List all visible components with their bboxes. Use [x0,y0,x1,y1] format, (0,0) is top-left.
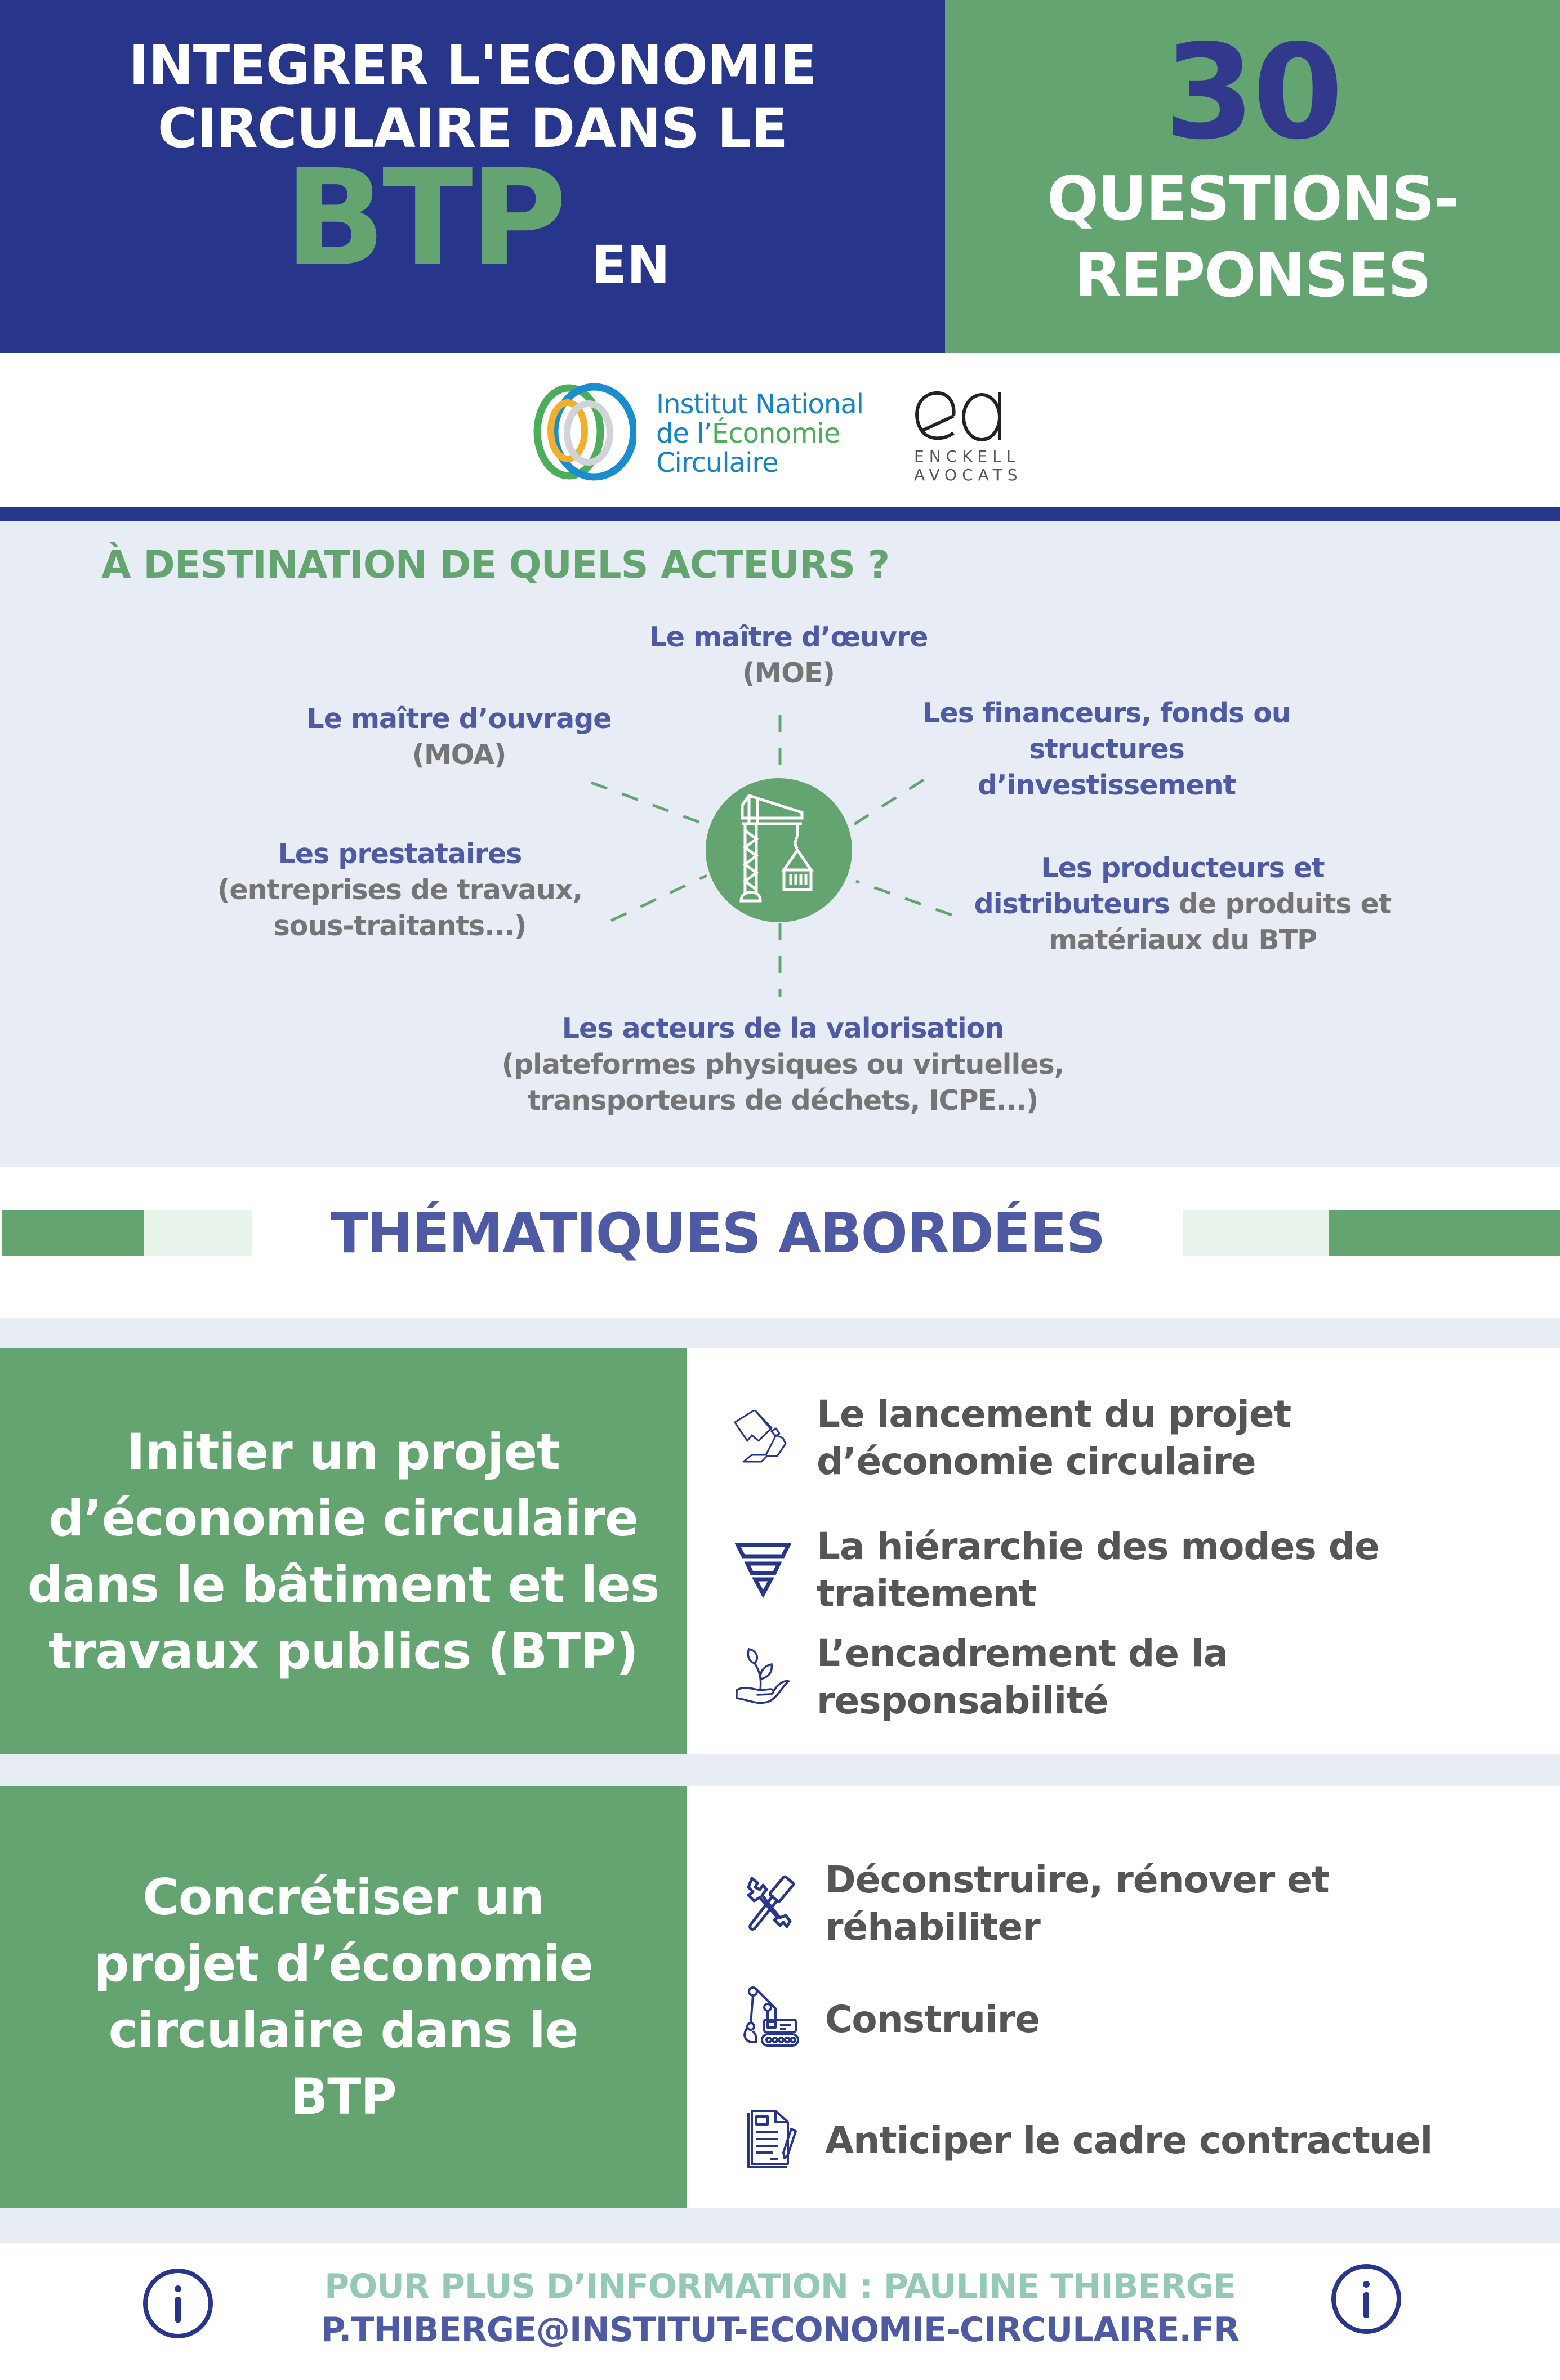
section-separator [0,1754,1560,1786]
theme-initier [0,1348,1560,1754]
actor-valorisation-detail: (plateformes physiques ou virtuelles, transporteurs de déchets, ICPE...) [501,1048,1064,1117]
themes-title: THÉMATIQUES ABORDÉES [330,1202,1105,1266]
topic-label: La hiérarchie des modes de traitement [817,1525,1379,1615]
actor-moa-name: Le maître d’ouvrage [306,703,612,735]
actor-moa [282,701,636,773]
actors-title: À DESTINATION DE QUELS ACTEURS ? [101,543,890,587]
flag-hand-icon [726,1396,800,1480]
actors-section [0,521,1560,1167]
actor-moe [619,619,957,691]
theme-title-box [0,1786,687,2208]
connector-line-bottom-right [856,881,952,915]
logo-band [0,353,1560,507]
inec-name-line-2 [656,419,840,448]
inec-name-line-1: Institut National [656,389,864,420]
theme-title: Concrétiser un projet d’économie circulaire dans le BTP [93,1868,593,2126]
actor-producteurs-detail: de produits et matériaux du BTP [1048,888,1392,956]
qr-line-1: QUESTIONS- [1047,164,1458,234]
actor-valorisation [467,1011,1098,1119]
actor-financeurs-name: Les financeurs, fonds ou structures d’investissement [922,697,1291,801]
actor-prestataires [203,836,597,944]
topic-label: Anticiper le cadre contractuel [825,2119,1433,2162]
footer-contact-name: POUR PLUS D’INFORMATION : PAULINE THIBERGE [324,2267,1236,2306]
topic-label: L’encadrement de la responsabilité [817,1632,1228,1722]
inec-line2-a: de l’ [656,418,712,449]
connector-line-bottom-left [611,876,707,921]
topic-label: Déconstruire, rénover et réhabiliter [825,1858,1329,1949]
topic-item [726,1630,1509,1725]
header-count-panel [945,0,1560,353]
wrench-hammer-icon [735,1861,808,1946]
topic-item [735,1977,1518,2062]
topic-item [735,2098,1518,2183]
actor-moe-name: Le maître d’œuvre [649,621,928,653]
divider-bar [0,507,1560,521]
inec-logo [529,381,935,483]
inec-name-line-3: Circulaire [656,447,778,479]
theme-title: Initier un projet d’économie circulaire dans le bâtiment et les travaux publics (BTP) [27,1422,659,1680]
questions-count: 30 [1164,16,1341,168]
banner-bar-right-light [1183,1210,1329,1256]
theme-title-box [0,1348,687,1754]
actor-moa-abbr: (MOA) [412,739,506,771]
funnel-hierarchy-icon [726,1528,800,1613]
connector-line-top-left [591,783,707,825]
actor-prestataires-name: Les prestataires [278,838,522,870]
title-line-2: CIRCULAIRE DANS LE [157,97,788,160]
topic-item [726,1391,1509,1485]
banner-bar-left-dark [2,1210,144,1256]
topic-item [726,1523,1509,1618]
header-title-panel [0,0,945,353]
section-separator [0,2208,1560,2243]
contract-document-icon [735,2098,808,2183]
enckell-word: ENCKELL [914,447,1020,466]
ea-monogram-icon [910,381,1011,443]
actor-financeurs [912,695,1301,803]
topic-label: Le lancement du projet d’économie circulaire [817,1392,1291,1483]
excavator-icon [735,1977,808,2062]
info-icon [1329,2262,1403,2336]
inec-line2-b: Économie [711,418,840,449]
actor-producteurs [969,850,1397,958]
theme-concretiser [0,1786,1560,2208]
actor-moe-abbr: (MOE) [742,657,835,689]
topic-item [735,1856,1518,1951]
hand-plant-icon [726,1635,800,1720]
actor-prestataires-detail: (entreprises de travaux, sous-traitants...) [217,874,583,942]
qr-line-2: REPONSES [1075,240,1430,311]
hub-circle [706,778,852,922]
footer-contact-email[interactable]: P.THIBERGE@INSTITUT-ECONOMIE-CIRCULAIRE.FR [320,2310,1240,2350]
banner-bar-right-dark [1329,1210,1560,1256]
avocats-word: AVOCATS [914,466,1023,484]
section-separator [0,1318,1560,1348]
themes-banner [0,1167,1560,1318]
interlocking-rings-logo-icon [529,381,636,483]
title-btp: BTP [284,141,564,296]
enckell-avocats-logo [910,376,1023,488]
title-line-1: INTEGRER L'ECONOMIE [128,34,817,97]
title-en: EN [591,235,670,295]
banner-bar-left-light [144,1210,252,1256]
actor-valorisation-name: Les acteurs de la valorisation [561,1012,1004,1044]
actor-producteurs-name: Les producteurs et distributeurs [974,852,1325,920]
topic-label: Construire [825,1998,1040,2041]
footer [0,2243,1560,2380]
